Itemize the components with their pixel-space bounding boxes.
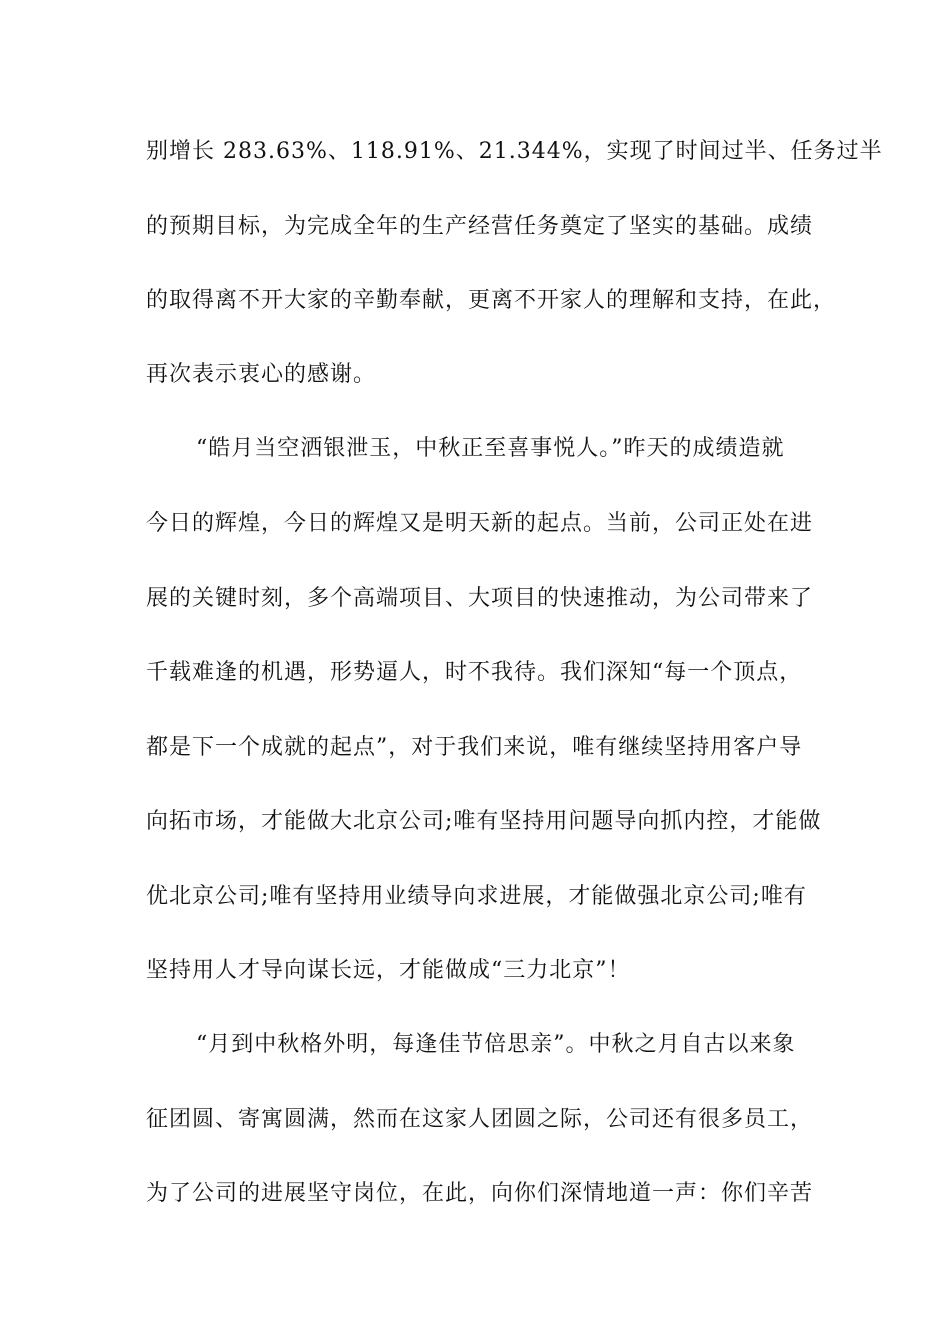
paragraph-start-line: “月到中秋格外明，每逢佳节倍思亲”。中秋之月自古以来象 — [196, 1032, 796, 1057]
text-line: 别增长 283.63%、118.91%、21.344%，实现了时间过半、任务过半 — [146, 139, 883, 164]
text-line: 再次表示衷心的感谢。 — [146, 362, 377, 387]
text-line: 都是下一个成就的起点”，对于我们来说，唯有继续坚持用客户导 — [146, 735, 803, 760]
text-line: 坚持用人才导向谋长远，才能做成“三力北京”！ — [146, 958, 631, 983]
text-line: 向拓市场，才能做大北京公司;唯有坚持用问题导向抓内控，才能做 — [146, 809, 822, 834]
text-line: 的取得离不开大家的辛勤奉献，更离不开家人的理解和支持，在此， — [146, 288, 837, 313]
text-line: 征团圆、寄寓圆满，然而在这家人团圆之际，公司还有很多员工， — [146, 1107, 814, 1132]
text-line: 今日的辉煌，今日的辉煌又是明天新的起点。当前，公司正处在进 — [146, 511, 814, 536]
text-line: 千载难逢的机遇，形势逼人，时不我待。我们深知“每一个顶点， — [146, 660, 803, 685]
text-line: 展的关键时刻，多个高端项目、大项目的快速推动，为公司带来了 — [146, 586, 814, 611]
paragraph-start-line: “皓月当空洒银泄玉，中秋正至喜事悦人。”昨天的成绩造就 — [196, 436, 785, 461]
text-line: 的预期目标，为完成全年的生产经营任务奠定了坚实的基础。成绩 — [146, 214, 814, 239]
text-line: 为了公司的进展坚守岗位，在此，向你们深情地道一声：你们辛苦 — [146, 1181, 814, 1206]
text-line: 优北京公司;唯有坚持用业绩导向求进展，才能做强北京公司;唯有 — [146, 884, 807, 909]
